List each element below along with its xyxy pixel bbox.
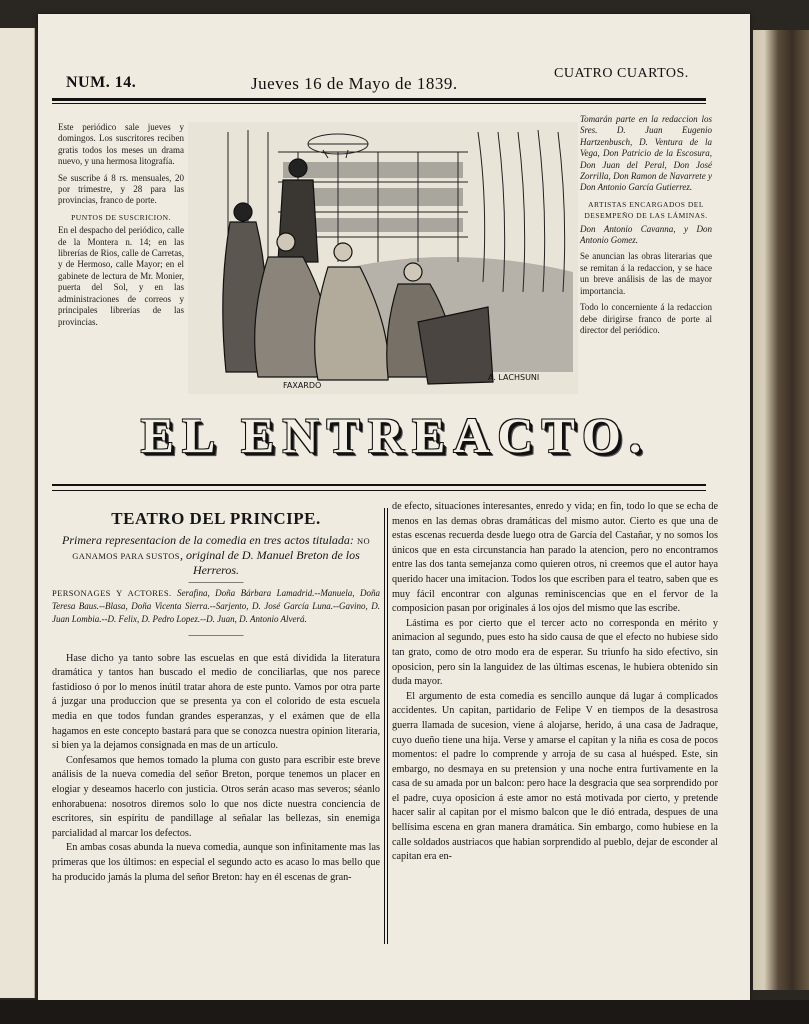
col1-paragraph-2: Confesamos que hemos tomado la pluma con gusto para escribir este breve análisis de la nueva comedia del señor Breton, porque tenemos un placer en elogiar y deseamos hacerlo con justicia. Otros serán acaso mas severos; séanlo enhorabuena: nosotros diremos solo lo que nos dicte nuestra conciencia de escritores, sin espíritu de pandillage al señalar las bellezas, sin enemiga parcialidad al marcar los defectos.: [52, 754, 380, 839]
article-column-1: [52, 509, 380, 885]
newspaper-page: [38, 14, 750, 1000]
header-rule-thin: [52, 103, 706, 104]
subtitle-lead: Primera representacion de la comedia en tres actos titulada:: [61, 532, 354, 547]
cast-text: Serafina, Doña Bárbara Lamadrid.--Manuela, Doña Teresa Baus.--Blasa, Doña Vicenta Sierra.--Sarjento, D. José García Luna.--Gavino, D. Juan Lombia.--D. Felix, D. Pedro Lopez.--D. Juan, D. Antonio Alverá.: [52, 587, 380, 624]
right-note-artists: Don Antonio Cavanna, y Don Antonio Gomez.: [580, 223, 712, 246]
issue-number: NUM. 14.: [66, 74, 137, 91]
article-subtitle: [52, 533, 380, 577]
left-note-2: Se suscribe á 8 rs. mensuales, 20 por trimestre, y 28 para las provincias, franco de porte.: [58, 172, 184, 206]
article-title: TEATRO DEL PRINCIPE.: [111, 509, 321, 528]
masthead-title: EL ENTREACTO.: [140, 407, 650, 463]
col2-paragraph-3: El argumento de esta comedia es sencillo aunque dá lugar á complicados accidentes. Un capitan, partidario de Felipe V en tiempos de la desastrosa guerra llamada de sucesion, viene á alojarse, herido, á una casa de Jadraque, cuyo dueño tiene una hija. Verse y amarse el capitan y la niña es cosa de pocos momentos: el padre lo comprende y arroja de su casa al huésped. Este, sin embargo, no desmaya en su pretension y una noche entra furtivamente en la casa de su amada por un balcon: pero hace la desgracia que sea sorprendido por el padre, cuya oposicion á este amor no está motivada por cierto, y pretende hacer salir al capitan por el mismo balcon que le dió entrada, despues de una bellísima escena en gran manera dramática. Sin embargo, como hubiese en la calle soldados austriacos que habian sorprendido al pueblo, dejar de esconder al capitan era en-: [392, 690, 718, 863]
ornament-rule-2: —————: [188, 628, 244, 641]
engraver-signature-left: FAXARDO: [283, 381, 322, 390]
left-notes-heading: PUNTOS DE SUSCRICION.: [71, 212, 171, 222]
play-title: NO GANAMOS PARA SUSTOS: [72, 535, 371, 561]
cast-list: [52, 587, 380, 626]
cast-label: PERSONAGES Y ACTORES.: [52, 587, 172, 598]
facing-page-edge: [0, 28, 35, 998]
issue-price: CUATRO CUARTOS.: [554, 66, 689, 81]
subtitle-author: , original de D. Manuel Breton de los Herreros.: [179, 547, 360, 577]
masthead-rule: [52, 484, 706, 486]
article-column-2: [392, 500, 718, 865]
col2-paragraph-2: Lástima es por cierto que el tercer acto no corresponda en mérito y animacion al segundo, pues esto ha sido causa de que el efecto no hubiese sido tan grato, como de otro modo era de esperar. Su triunfo ha sido efectivo, sin oposicion, pero sin la languidez de las últimas escenas, le hubiera obtenido sin duda mayor.: [392, 617, 718, 688]
left-notes: [58, 122, 184, 333]
column-divider: [384, 508, 385, 944]
right-notes: [580, 114, 712, 341]
ornament-rule: —————: [188, 575, 244, 588]
col1-paragraph-3: En ambas cosas abunda la nueva comedia, aunque son infinitamente mas las primeras que los últimos: en especial el segundo acto es acaso lo mas bello que ha producido jamás la pluma del señor Breton: hay en él escenas de gran-: [52, 842, 380, 883]
masthead-rule-thin: [52, 490, 706, 491]
right-note-3: Todo lo concerniente á la redaccion debe dirigirse franco de porte al director del periódico.: [580, 302, 712, 335]
engraver-signature-right: A. LACHSUNI: [488, 373, 540, 382]
issue-date: Jueves 16 de Mayo de 1839.: [251, 74, 458, 93]
theatre-engraving: [188, 122, 578, 394]
book-binding-edge: [753, 30, 809, 990]
col1-paragraph-1: Hase dicho ya tanto sobre las escuelas en que está dividida la literatura dramática y tantos han buscado el medio de conciliarlas, que nos parece fastidioso ó por lo menos inútil tratar ahora de este punto. Vamos por otra parte á juzgar una produccion que se presenta ya con el colorido de esta escuela media en que todos fundan grandes esperanzas, y el exámen que de ella hagamos en este concepto bastará para que se conozca nuestra opinion literaria, si bien ya la dejamos consignada en mas de un artículo.: [52, 652, 380, 752]
header-rule: [52, 98, 706, 101]
left-note-1: Este periódico sale jueves y domingos. Los suscritores reciben gratis todos los meses un drama nuevo, y una hermosa litografía.: [58, 122, 184, 167]
right-note-1: Tomarán parte en la redaccion los Sres. D. Juan Eugenio Hartzenbusch, D. Ventura de la Vega, Don Patricio de la Escosura, Don Juan del Peral, Don José Zorrilla, Don Ramon de Navarrete y Don Antonio García Gutierrez.: [580, 114, 712, 193]
left-note-3: En el despacho del periódico, calle de la Montera n. 14; en las librerías de Rios, calle de Carretas, y de Hermoso, calle Mayor; en el gabinete de lectura de Mr. Monier, puerta del Sol, y en las administraciones de correos y principales librerías de las provincias.: [58, 225, 184, 327]
right-notes-heading: ARTISTAS ENCARGADOS DEL DESEMPEÑO DE LAS LÁMINAS.: [584, 199, 708, 221]
column-divider-2: [387, 508, 388, 944]
col2-paragraph-1: de efecto, situaciones interesantes, enredo y vida; en fin, todo lo que se echa de menos en las demas obras dramáticas del mismo autor. Cierto es que una de estas escenas recuerda desde luego otra de García del Castañar, y no somos los únicos que en esta circunstancia han parado la atencion, pero no encontramos entre las dos tanta semejanza como quieren otros, ni creemos que el autor haya querido hacer una imitacion. Todos los que escriben para el teatro, saben que es muy fácil encontrar con algunas reminiscencias que en el fervor de la composicion pasan por originales á los ojos del mismo que las escribe.: [392, 501, 718, 615]
right-note-2: Se anuncian las obras literarias que se remitan á la redaccion, y se hace un breve análisis de las de mayor importancia.: [580, 251, 712, 296]
scanner-bottom-edge: [0, 1000, 809, 1024]
